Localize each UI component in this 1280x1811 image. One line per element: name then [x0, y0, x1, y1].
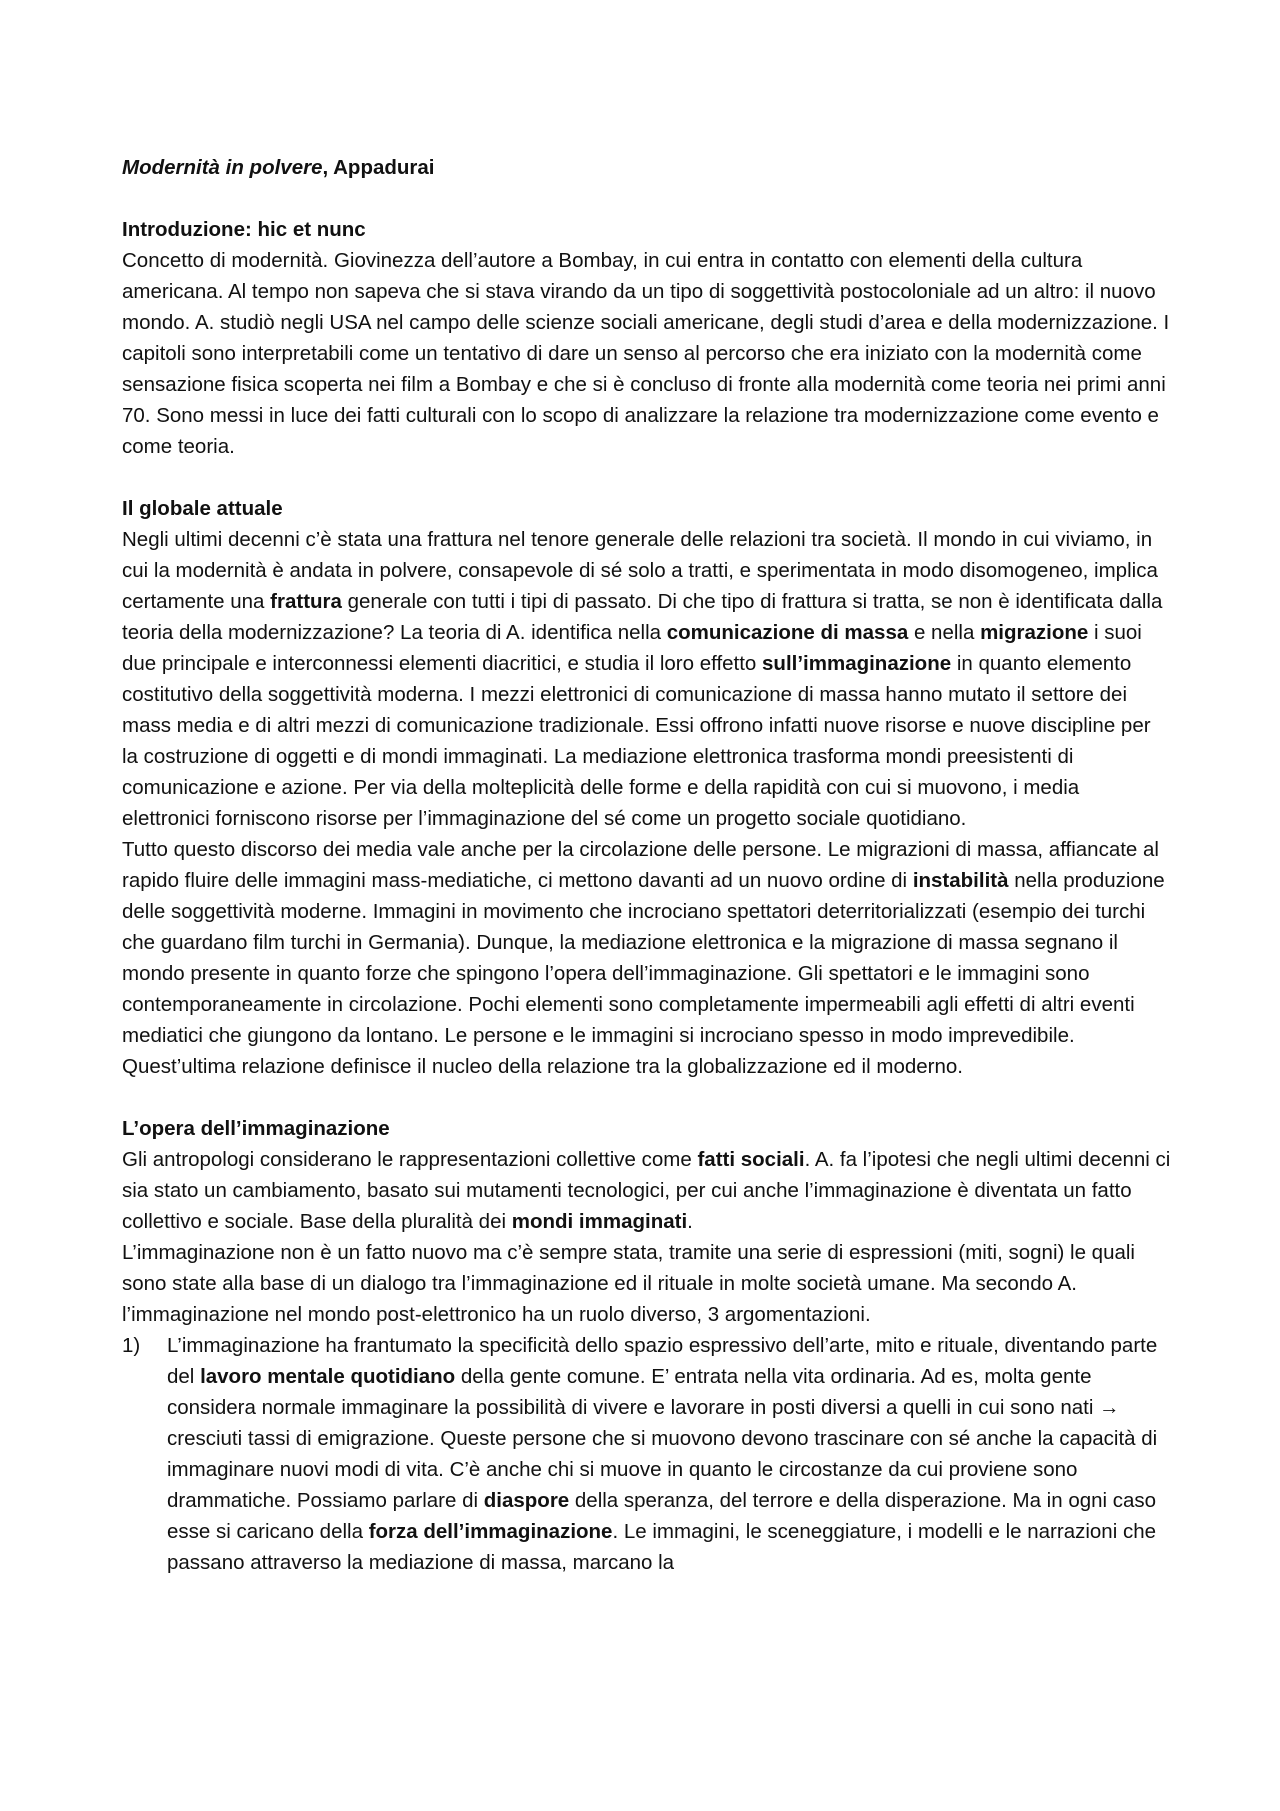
paragraph-globale-2: Tutto questo discorso dei media vale anche per la circolazione delle persone. Le migrazioni di massa, affiancate al rapido fluire delle immagini mass-mediatiche, ci mettono davanti ad un nuovo ordine di instabilità nella produzione delle soggettività moderne. Immagini in movimento che incrociano spettatori deterritorializzati (esempio dei turchi che guardano film turchi in Germania). Dunque, la mediazione elettronica e la migrazione di massa segnano il mondo presente in quanto forze che spingono l’opera dell’immaginazione. Gli spettatori e le immagini sono contemporaneamente in circolazione. Pochi elementi sono completamente impermeabili agli effetti di altri eventi mediatici che giungono da lontano. Le persone e le immagini si incrociano spesso in modo imprevedibile. Quest’ultima relazione definisce il nucleo della relazione tra la globalizzazione ed il moderno.	[122, 838, 1165, 1078]
term-frattura: frattura	[270, 590, 342, 613]
paragraph-opera-1: Gli antropologi considerano le rappresentazioni collettive come fatti sociali. A. fa l’ipotesi che negli ultimi decenni ci sia stato un cambiamento, basato sui mutamenti tecnologici, per cui anche l’immaginazione è diventata un fatto collettivo e sociale. Base della pluralità dei mondi immaginati.	[122, 1148, 1171, 1233]
paragraph-globale-1: Negli ultimi decenni c’è stata una frattura nel tenore generale delle relazioni tra società. Il mondo in cui viviamo, in cui la modernità è andata in polvere, consapevole di sé solo a tratti, e sperimentata in modo disomogeneo, implica certamente una frattura generale con tutti i tipi di passato. Di che tipo di frattura si tratta, se non è identificata dalla teoria della modernizzazione? La teoria di A. identifica nella comunicazione di massa e nella migrazione i suoi due principale e interconnessi elementi diacritici, e studia il loro effetto sull’immaginazione in quanto elemento costitutivo della soggettività moderna. I mezzi elettronici di comunicazione di massa hanno mutato il settore dei mass media e di altri mezzi di comunicazione tradizionale. Essi offrono infatti nuove risorse e nuove discipline per la costruzione di oggetti e di mondi immaginati. La mediazione elettronica trasforma mondi preesistenti di comunicazione e azione. Per via della molteplicità delle forme e della rapidità con cui si muovono, i media elettronici forniscono risorse per l’immaginazione del sé come un progetto sociale quotidiano.	[122, 528, 1163, 830]
argument-list	[122, 1330, 1172, 1578]
list-item: L’immaginazione ha frantumato la specificità dello spazio espressivo dell’arte, mito e rituale, diventando parte del lavoro mentale quotidiano della gente comune. E’ entrata nella vita ordinaria. Ad es, molta gente considera normale immaginare la possibilità di vivere e lavorare in posti diversi a quelli in cui sono nati → cresciuti tassi di emigrazione. Queste persone che si muovono devono trascinare con sé anche la capacità di immaginare nuovi modi di vita. C’è anche chi si muove in quanto le circostanze da cui proviene sono drammatiche. Possiamo parlare di diaspore della speranza, del terrore e della disperazione. Ma in ogni caso esse si caricano della forza dell’immaginazione. Le immagini, le sceneggiature, i modelli e le narrazioni che passano attraverso la mediazione di massa, marcano la	[167, 1334, 1158, 1574]
term-comunicazione: comunicazione di massa	[666, 621, 909, 644]
blank-line	[122, 462, 1172, 493]
document-title	[122, 152, 1172, 183]
term-lavoro-mentale: lavoro mentale quotidiano	[200, 1365, 456, 1388]
blank-line	[122, 183, 1172, 214]
term-instabilita: instabilità	[912, 869, 1009, 892]
blank-line	[122, 1082, 1172, 1113]
book-title: Modernità in polvere	[122, 156, 323, 179]
paragraph-opera-2: L’immaginazione non è un fatto nuovo ma c’è sempre stata, tramite una serie di espressioni (miti, sogni) le quali sono state alla base di un dialogo tra l’immaginazione ed il rituale in molte società umane. Ma secondo A. l’immaginazione nel mondo post-elettronico ha un ruolo diverso, 3 argomentazioni.	[122, 1241, 1135, 1326]
term-fatti-sociali: fatti sociali	[697, 1148, 805, 1171]
section-heading-opera: L’opera dell’immaginazione	[122, 1117, 390, 1140]
term-mondi-immaginati: mondi immaginati	[511, 1210, 688, 1233]
section-heading-globale: Il globale attuale	[122, 497, 283, 520]
title-separator: ,	[322, 156, 334, 179]
paragraph-introduzione: Concetto di modernità. Giovinezza dell’autore a Bombay, in cui entra in contatto con elementi della cultura americana. Al tempo non sapeva che si stava virando da un tipo di soggettività postocoloniale ad un altro: il nuovo mondo. A. studiò negli USA nel campo delle scienze sociali americane, degli studi d’area e della modernizzazione. I capitoli sono interpretabili come un tentativo di dare un senso al percorso che era iniziato con la modernità come sensazione fisica scoperta nei film a Bombay e che si è concluso di fronte alla modernità come teoria nei primi anni 70. Sono messi in luce dei fatti culturali con lo scopo di analizzare la relazione tra modernizzazione come evento e come teoria.	[122, 249, 1170, 458]
term-diaspore: diaspore	[483, 1489, 570, 1512]
term-immaginazione: sull’immaginazione	[762, 652, 952, 675]
author-name: Appadurai	[333, 156, 435, 179]
document-page	[122, 152, 1172, 1578]
term-migrazione: migrazione	[980, 621, 1089, 644]
section-heading-introduzione: Introduzione: hic et nunc	[122, 218, 366, 241]
term-forza-immaginazione: forza dell’immaginazione	[368, 1520, 613, 1543]
